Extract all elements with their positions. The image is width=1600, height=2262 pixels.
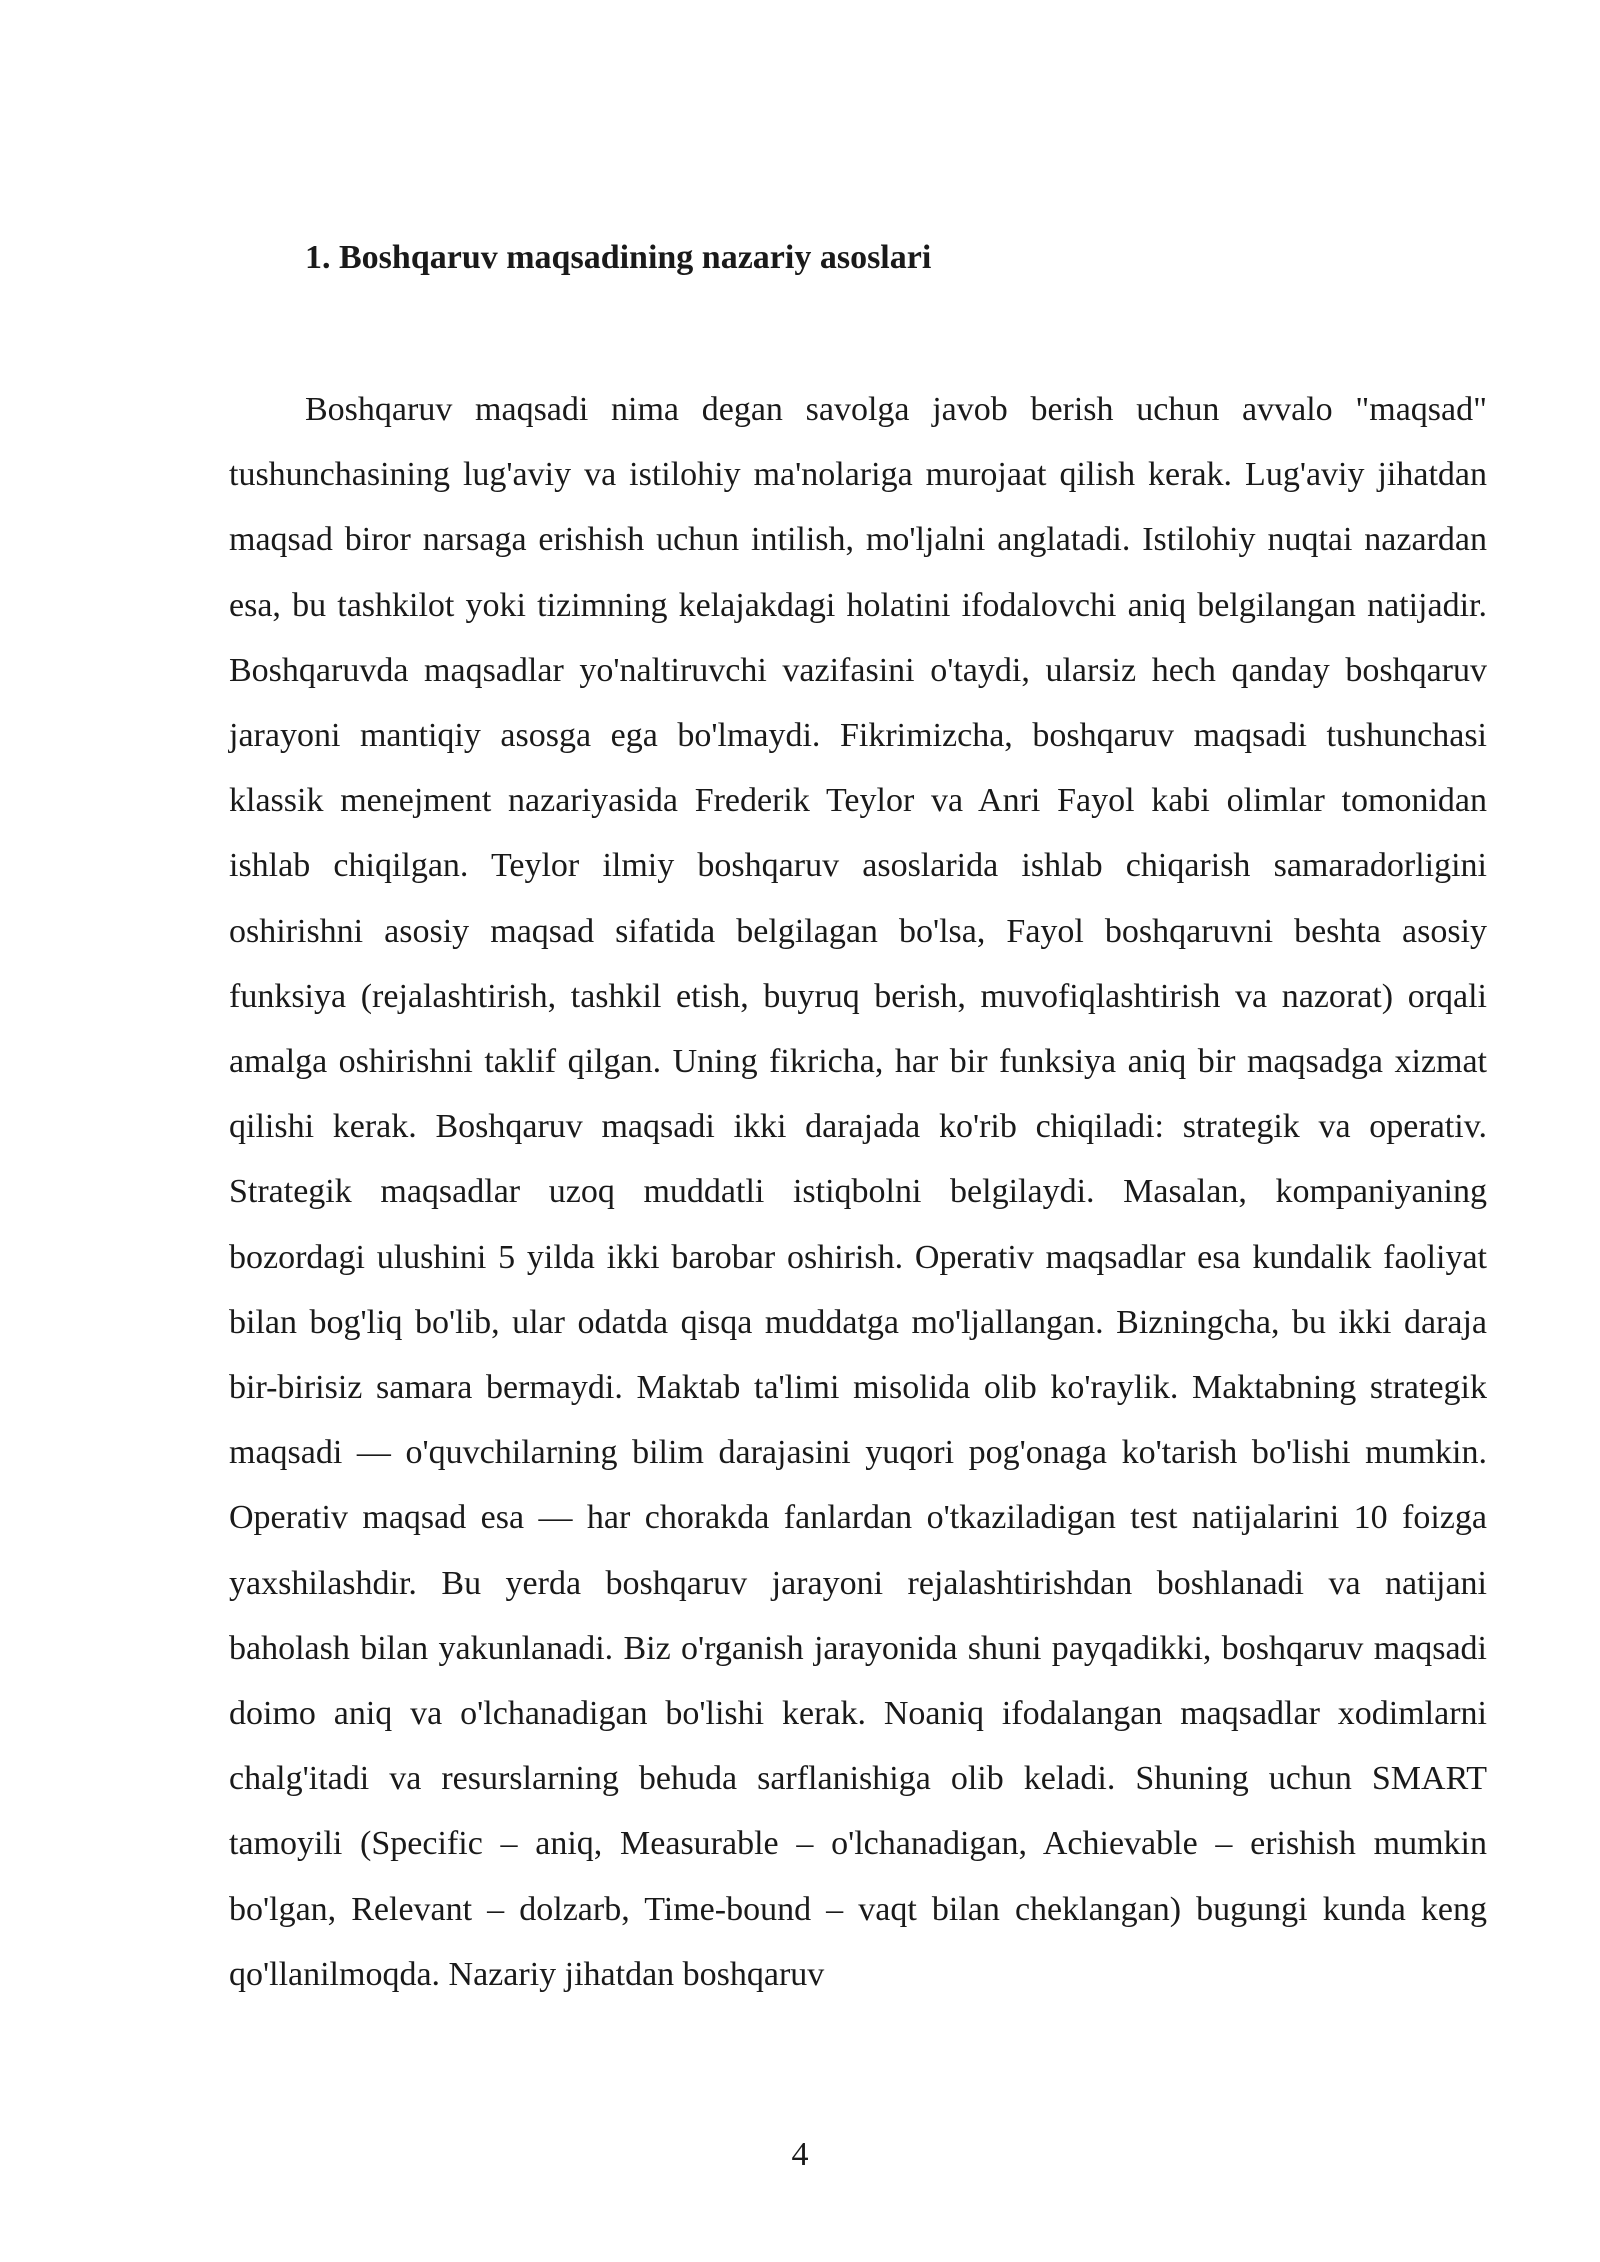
section-heading: 1. Boshqaruv maqsadining nazariy asoslari xyxy=(305,239,932,276)
body-paragraph: Boshqaruv maqsadi nima degan savolga javob berish uchun avvalo "maqsad" tushunchasining lug'aviy va istilohiy ma'nolariga murojaat qilish kerak. Lug'aviy jihatdan maqsad biror narsaga erishish uchun intilish, mo'ljalni anglatadi. Istilohiy nuqtai nazardan esa, bu tashkilot yoki tizimning kelajakdagi holatini ifodalovchi aniq belgilangan natijadir. Boshqaruvda maqsadlar yo'naltiruvchi vazifasini o'taydi, ularsiz hech qanday boshqaruv jarayoni mantiqiy asosga ega bo'lmaydi. Fikrimizcha, boshqaruv maqsadi tushunchasi klassik menejment nazariyasida Frederik Teylor va Anri Fayol kabi olimlar tomonidan ishlab chiqilgan. Teylor ilmiy boshqaruv asoslarida ishlab chiqarish samaradorligini oshirishni asosiy maqsad sifatida belgilagan bo'lsa, Fayol boshqaruvni beshta asosiy funksiya (rejalashtirish, tashkil etish, buyruq berish, muvofiqlashtirish va nazorat) orqali amalga oshirishni taklif qilgan. Uning fikricha, har bir funksiya aniq bir maqsadga xizmat qilishi kerak. Boshqaruv maqsadi ikki darajada ko'rib chiqiladi: strategik va operativ. Strategik maqsadlar uzoq muddatli istiqbolni belgilaydi. Masalan, kompaniyaning bozordagi ulushini 5 yilda ikki barobar oshirish. Operativ maqsadlar esa kundalik faoliyat bilan bog'liq bo'lib, ular odatda qisqa muddatga mo'ljallangan. Bizningcha, bu ikki daraja bir-birisiz samara bermaydi. Maktab ta'limi misolida olib ko'raylik. Maktabning strategik maqsadi — o'quvchilarning bilim darajasini yuqori pog'onaga ko'tarish bo'lishi mumkin. Operativ maqsad esa — har chorakda fanlardan o'tkaziladigan test natijalarini 10 foizga yaxshilashdir. Bu yerda boshqaruv jarayoni rejalashtirishdan boshlanadi va natijani baholash bilan yakunlanadi. Biz o'rganish jarayonida shuni payqadikki, boshqaruv maqsadi doimo aniq va o'lchanadigan bo'lishi kerak. Noaniq ifodalangan maqsadlar xodimlarni chalg'itadi va resurslarning behuda sarflanishiga olib keladi. Shuning uchun SMART tamoyili (Specific – aniq, Measurable – o'lchanadigan, Achievable – erishish mumkin bo'lgan, Relevant – dolzarb, Time-bound – vaqt bilan cheklangan) bugungi kunda keng qo'llanilmoqda. Nazariy jihatdan boshqaruv xyxy=(229,391,1487,1993)
page-number: 4 xyxy=(791,2136,809,2173)
